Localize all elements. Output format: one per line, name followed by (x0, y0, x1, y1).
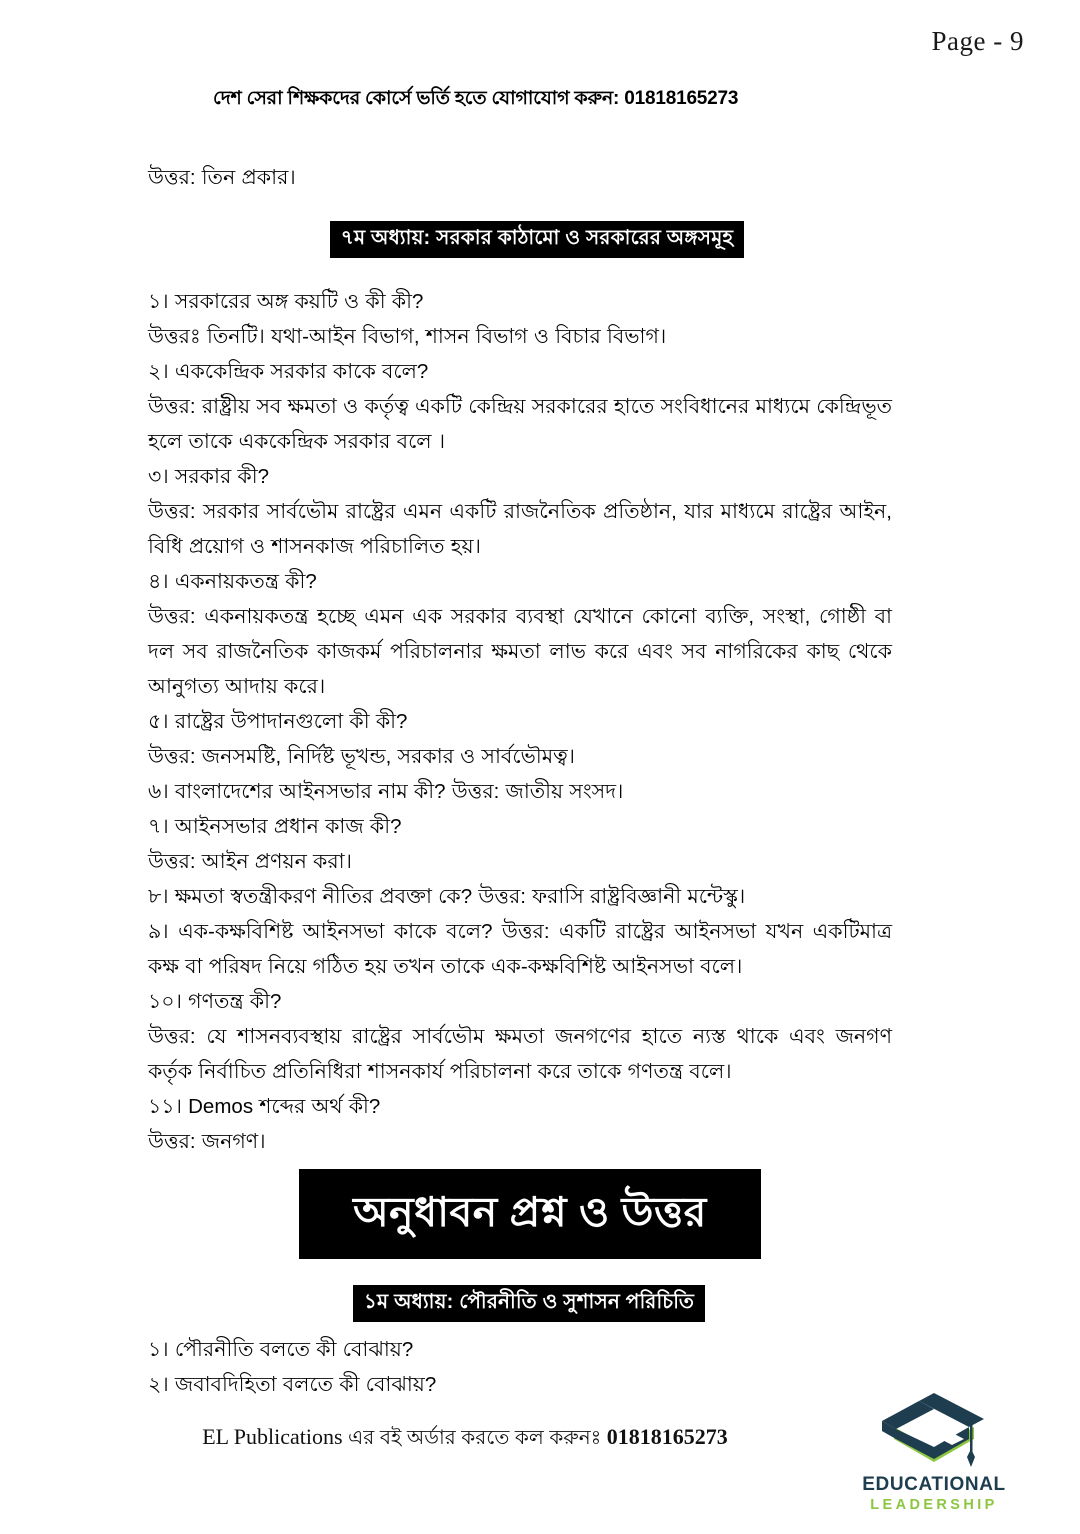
question-1: ১। সরকারের অঙ্গ কয়টি ও কী কী? (148, 290, 424, 313)
chapter-7-banner-wrap (148, 221, 892, 258)
question-9: ৯। এক-কক্ষবিশিষ্ট আইনসভা কাকে বলে? উত্তর: একটি রাষ্ট্রের আইনসভা যখন একটিমাত্র কক্ষ বা পরিষদ নিয়ে গঠিত হয় তখন তাকে এক-কক্ষবিশিষ্ট আইনসভা বলে। (148, 920, 892, 978)
answer-1: উত্তরঃ তিনটি। যথা-আইন বিভাগ, শাসন বিভাগ ও বিচার বিভাগ। (148, 325, 667, 348)
answer-4: উত্তর: একনায়কতন্ত্র হচ্ছে এমন এক সরকার ব্যবস্থা যেখানে কোনো ব্যক্তি, সংস্থা, গোষ্ঠী বা দল সব রাজনৈতিক কাজকর্ম পরিচালনার ক্ষমতা লাভ করে এবং সব নাগরিকের কাছ থেকে আনুগত্য আদায় করে। (148, 605, 892, 698)
section-banner-wrap (148, 1169, 892, 1259)
question-6: ৬। বাংলাদেশের আইনসভার নাম কী? উত্তর: জাতীয় সংসদ। (148, 780, 624, 803)
opening-answer: উত্তর: তিন প্রকার। (148, 166, 296, 189)
spacer (148, 1259, 892, 1285)
footer-order-text: এর বই অর্ডার করতে কল করুনঃ (348, 1427, 602, 1449)
chapter-1-banner: ১ম অধ্যায়: পৌরনীতি ও সুশাসন পরিচিতি (353, 1285, 705, 1322)
question-2: ২। এককেন্দ্রিক সরকার কাকে বলে? (148, 360, 429, 383)
answer-5: উত্তর: জনসমষ্টি, নির্দিষ্ট ভূখন্ড, সরকার ও সার্বভৌমত্ব। (148, 745, 575, 768)
footer-publisher-name: EL Publications (202, 1424, 343, 1449)
page-number: Page - 9 (931, 26, 1024, 56)
section-question-2: ২। জবাবদিহিতা বলতে কী বোঝায়? (148, 1373, 437, 1397)
spacer (148, 1322, 892, 1332)
question-8: ৮। ক্ষমতা স্বতন্ত্রীকরণ নীতির প্রবক্তা কে? উত্তর: ফরাসি রাষ্ট্রবিজ্ঞানী মন্টেস্কু। (148, 885, 746, 908)
question-4: ৪। একনায়কতন্ত্র কী? (148, 570, 317, 593)
question-10: ১০। গণতন্ত্র কী? (148, 990, 282, 1013)
spacer (148, 258, 892, 284)
answer-7: উত্তর: আইন প্রণয়ন করা। (148, 850, 352, 873)
question-7: ৭। আইনসভার প্রধান কাজ কী? (148, 815, 402, 838)
logo-secondary-text: LEADERSHIP (870, 1496, 998, 1513)
question-3: ৩। সরকার কী? (148, 465, 270, 488)
spacer (148, 1159, 892, 1169)
question-5: ৫। রাষ্ট্রের উপাদানগুলো কী কী? (148, 710, 408, 733)
section-question-1: ১। পৌরনীতি বলতে কী বোঝায়? (148, 1338, 414, 1362)
logo-primary-text: EDUCATIONAL (862, 1473, 1006, 1495)
answer-3: উত্তর: সরকার সার্বভৌম রাষ্ট্রের এমন একটি রাজনৈতিক প্রতিষ্ঠান, যার মাধ্যমে রাষ্ট্রের আইন, বিধি প্রয়োগ ও শাসনকাজ পরিচালিত হয়। (148, 500, 892, 558)
graduation-cap-logo-icon (874, 1387, 994, 1471)
answer-2: উত্তর: রাষ্ট্রীয় সব ক্ষমতা ও কর্তৃত্ব একটি কেন্দ্রিয় সরকারের হাতে সংবিধানের মাধ্যমে কেন্দ্রিভূত হলে তাকে এককেন্দ্রিক সরকার বলে । (148, 395, 892, 453)
section-banner: অনুধাবন প্রশ্ন ও উত্তর (299, 1169, 761, 1259)
educational-leadership-logo (844, 1387, 1024, 1513)
answer-10: উত্তর: যে শাসনব্যবস্থায় রাষ্ট্রের সার্বভৌম ক্ষমতা জনগণের হাতে ন্যস্ত থাকে এবং জনগণ কর্তৃক নির্বাচিত প্রতিনিধিরা শাসনকার্য পরিচালনা করে তাকে গণতন্ত্র বলে। (148, 1025, 892, 1083)
page-content (148, 160, 892, 1402)
footer-phone-number: 01818165273 (606, 1424, 728, 1449)
question-11: ১১। Demos শব্দের অর্থ কী? (148, 1095, 381, 1118)
chapter-1-banner-wrap (148, 1285, 892, 1322)
chapter-7-banner: ৭ম অধ্যায়: সরকার কাঠামো ও সরকারের অঙ্গসমূহ (330, 221, 744, 258)
promo-contact-line: দেশ সেরা শিক্ষকদের কোর্সে ভর্তি হতে যোগাযোগ করুন: 01818165273 (213, 88, 739, 109)
spacer (148, 195, 892, 221)
answer-11: উত্তর: জনগণ। (148, 1130, 266, 1153)
